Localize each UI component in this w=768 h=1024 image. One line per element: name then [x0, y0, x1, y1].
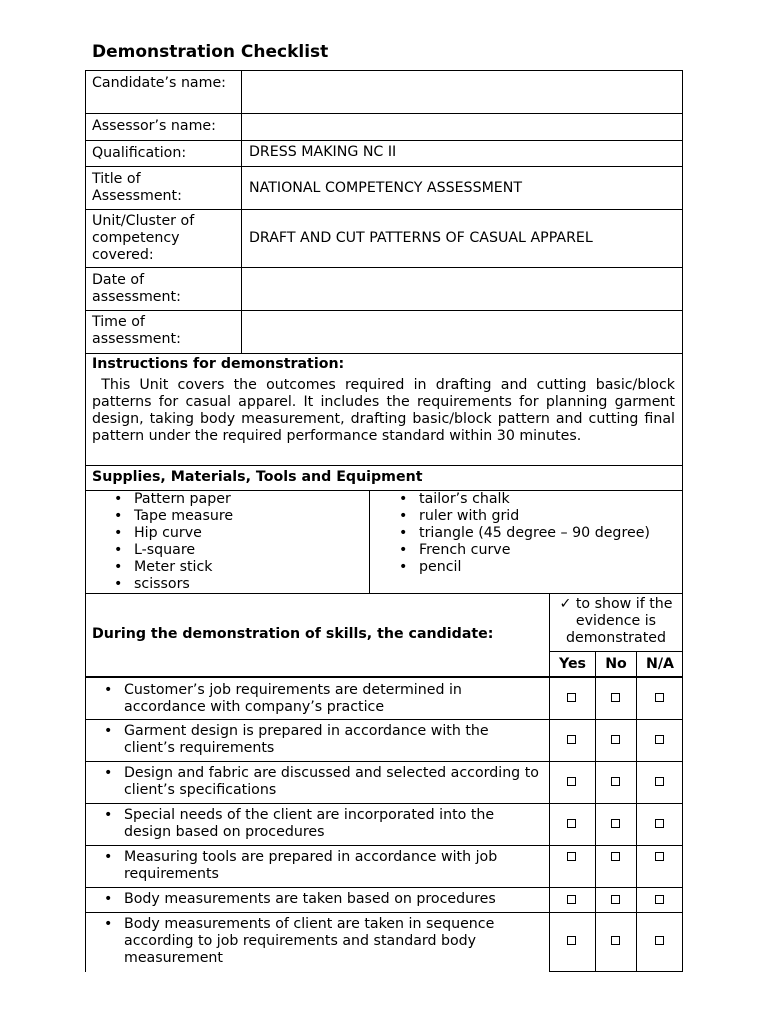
no-checkbox[interactable] [611, 819, 620, 828]
yes-checkbox[interactable] [567, 735, 576, 744]
no-checkbox[interactable] [611, 777, 620, 786]
list-item: • Special needs of the client are incorporated into the design based on procedures [100, 807, 540, 841]
list-item: • Measuring tools are prepared in accordance with job requirements [100, 849, 540, 883]
supplies-heading: Supplies, Materials, Tools and Equipment [92, 469, 423, 485]
row-divider [549, 651, 683, 652]
supplies-left-list [110, 491, 360, 593]
checklist-item-6 [100, 891, 540, 908]
list-item: • scissors [110, 576, 360, 593]
no-checkbox[interactable] [611, 895, 620, 904]
list-item: • Garment design is prepared in accordance with the client’s requirements [100, 723, 540, 757]
no-checkbox[interactable] [611, 852, 620, 861]
yes-checkbox[interactable] [567, 852, 576, 861]
column-yes-header: Yes [558, 656, 587, 672]
yes-checkbox[interactable] [567, 895, 576, 904]
qualification-label: Qualification: [92, 145, 187, 161]
page-title: Demonstration Checklist [92, 42, 329, 62]
list-item: • French curve [395, 542, 685, 559]
list-item: • triangle (45 degree – 90 degree) [395, 525, 685, 542]
assessment-title-value: NATIONAL COMPETENCY ASSESSMENT [249, 180, 523, 196]
column-divider [636, 677, 637, 972]
row-divider [85, 267, 683, 268]
instructions-heading: Instructions for demonstration: [92, 356, 345, 372]
list-item: • tailor’s chalk [395, 491, 685, 508]
checklist-item-1 [100, 682, 540, 716]
assessment-title-label: Title of Assessment: [92, 171, 182, 204]
supplies-column-divider [369, 490, 370, 593]
checklist-item-5 [100, 849, 540, 883]
list-item: • Meter stick [110, 559, 360, 576]
checklist-item-3 [100, 765, 540, 799]
list-item: • Pattern paper [110, 491, 360, 508]
list-item: • Body measurements of client are taken in sequence according to job requirements and standard body measurement [100, 916, 540, 967]
yes-checkbox[interactable] [567, 819, 576, 828]
list-item: • Design and fabric are discussed and selected according to client’s specifications [100, 765, 540, 799]
checklist-item-7 [100, 916, 540, 967]
demonstration-heading: During the demonstration of skills, the candidate: [92, 626, 494, 642]
assessor-name-label: Assessor’s name: [92, 118, 216, 134]
qualification-value: DRESS MAKING NC II [249, 144, 397, 160]
no-checkbox[interactable] [611, 735, 620, 744]
row-divider [85, 209, 683, 210]
yes-checkbox[interactable] [567, 777, 576, 786]
na-checkbox[interactable] [655, 852, 664, 861]
list-item: • Tape measure [110, 508, 360, 525]
na-checkbox[interactable] [655, 777, 664, 786]
na-checkbox[interactable] [655, 819, 664, 828]
list-item: • L-square [110, 542, 360, 559]
no-checkbox[interactable] [611, 936, 620, 945]
row-divider [85, 113, 683, 114]
na-checkbox[interactable] [655, 936, 664, 945]
evidence-header: ✓ to show if the evidence is demonstrated [559, 596, 673, 646]
competency-unit-value: DRAFT AND CUT PATTERNS OF CASUAL APPAREL [249, 230, 593, 246]
row-divider [85, 310, 683, 311]
na-checkbox[interactable] [655, 693, 664, 702]
column-divider [595, 677, 596, 972]
assessment-date-label: Date of assessment: [92, 272, 181, 305]
list-item: • Hip curve [110, 525, 360, 542]
list-item: • ruler with grid [395, 508, 685, 525]
instructions-text: This Unit covers the outcomes required in drafting and cutting basic/block patterns for casual apparel. It includes the requirements for planning garment design, taking body measurement, drafting basic/block pattern and cutting final pattern under the required performance standard within 30 minutes. [92, 377, 680, 444]
assessment-time-label: Time of assessment: [92, 314, 181, 347]
column-no-header: No [605, 656, 627, 672]
supplies-right-list [395, 491, 685, 576]
yes-checkbox[interactable] [567, 693, 576, 702]
competency-unit-label: Unit/Cluster of competency covered: [92, 213, 195, 263]
row-divider [85, 140, 683, 141]
na-checkbox[interactable] [655, 895, 664, 904]
list-item: • Customer’s job requirements are determined in accordance with company’s practice [100, 682, 540, 716]
na-checkbox[interactable] [655, 735, 664, 744]
no-checkbox[interactable] [611, 693, 620, 702]
checklist-item-2 [100, 723, 540, 757]
checklist-item-4 [100, 807, 540, 841]
row-divider [85, 166, 683, 167]
column-na-header: N/A [645, 656, 675, 672]
candidate-name-label: Candidate’s name: [92, 75, 226, 91]
list-item: • pencil [395, 559, 685, 576]
yes-checkbox[interactable] [567, 936, 576, 945]
list-item: • Body measurements are taken based on procedures [100, 891, 540, 908]
